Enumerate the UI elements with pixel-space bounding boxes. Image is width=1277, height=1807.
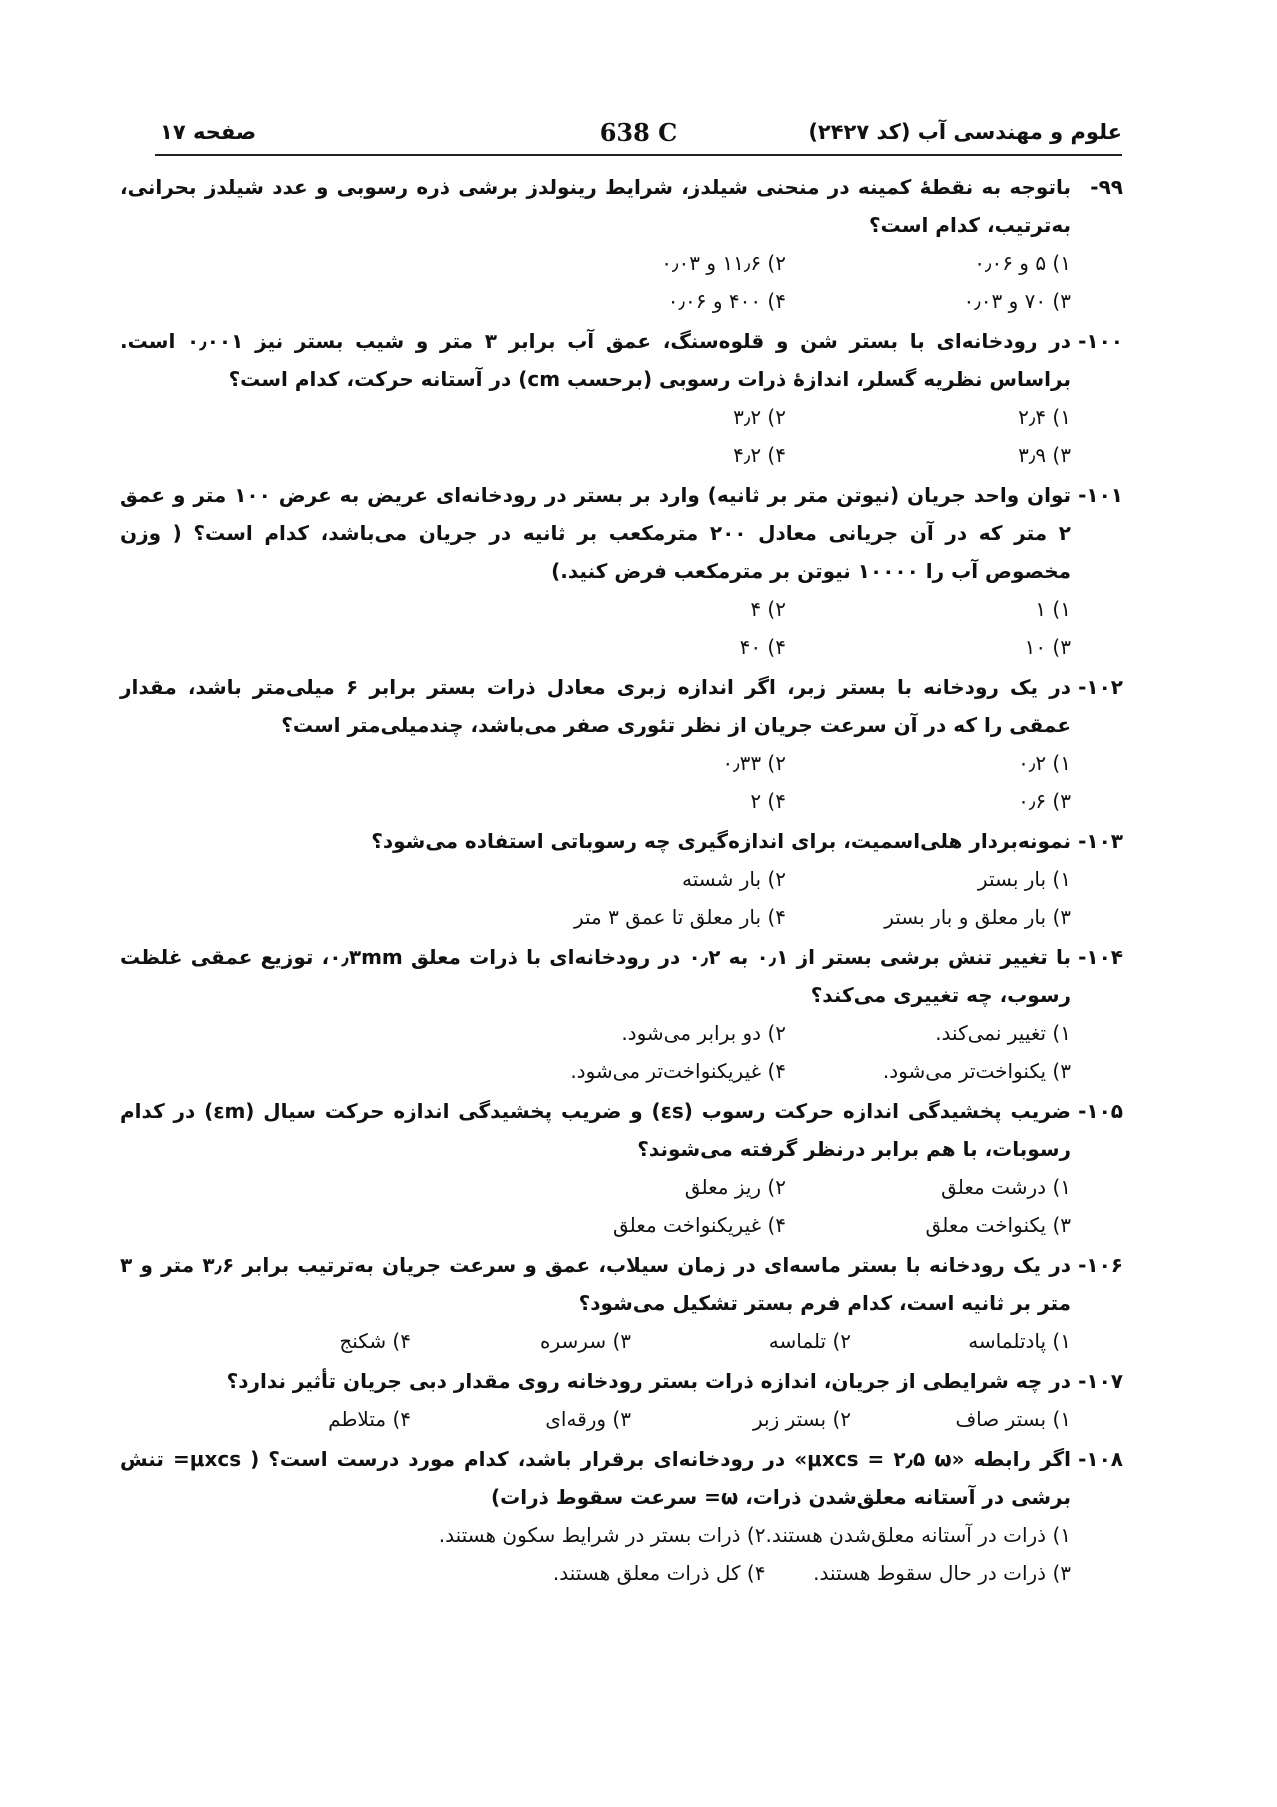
page-number: صفحه ۱۷	[160, 120, 257, 144]
answer-option[interactable]: ۴) ۴٫۲	[733, 443, 786, 467]
question-number: ۹۹-	[1090, 175, 1123, 199]
answer-option[interactable]: ۴) ۲	[750, 789, 786, 813]
question-block	[120, 168, 1123, 320]
question-block	[120, 1246, 1123, 1360]
question-block	[120, 322, 1123, 474]
question-text: در یک رودخانه با بستر ماسه‌ای در زمان سیلاب، عمق و سرعت جریان به‌ترتیب برابر ۳٫۶ متر و ۳ متر بر ثانیه است، کدام فرم بستر تشکیل می‌شود؟	[120, 1253, 1072, 1315]
question-text: در رودخانه‌ای با بستر شن و قلوه‌سنگ، عمق آب برابر ۳ متر و شیب بستر نیز ۰٫۰۰۱ است. براساس نظریه گسلر، اندازهٔ ذرات رسوبی (برحسب cm) در آستانه حرکت، کدام است؟	[120, 329, 1071, 391]
answer-option[interactable]: ۳) بار معلق و بار بستر	[884, 905, 1071, 929]
answer-option[interactable]: ۴) شکنج	[339, 1329, 411, 1353]
question-number: ۱۰۴-	[1078, 945, 1123, 969]
answer-option[interactable]: ۳) ذرات در حال سقوط هستند.	[813, 1561, 1071, 1585]
answer-option[interactable]: ۲) ذرات بستر در شرایط سکون هستند.	[438, 1523, 766, 1547]
booklet-code: 638 C	[599, 118, 678, 147]
question-number: ۱۰۶-	[1078, 1253, 1123, 1277]
answer-option[interactable]: ۱) تغییر نمی‌کند.	[935, 1021, 1071, 1045]
answer-option[interactable]: ۴) ۴۰۰ و ۰٫۰۶	[667, 289, 786, 313]
answer-option[interactable]: ۳) ۱۰	[1024, 635, 1071, 659]
answer-option[interactable]: ۱) ذرات در آستانه معلق‌شدن هستند.	[765, 1523, 1071, 1547]
answer-option[interactable]: ۴) کل ذرات معلق هستند.	[552, 1561, 766, 1585]
question-number: ۱۰۳-	[1078, 829, 1123, 853]
question-number: ۱۰۸-	[1078, 1447, 1123, 1471]
answer-option[interactable]: ۴) غیریکنواخت معلق	[613, 1213, 786, 1237]
question-block	[120, 476, 1123, 666]
answer-option[interactable]: ۳) ۷۰ و ۰٫۰۳	[963, 289, 1071, 313]
answer-option[interactable]: ۲) بار شسته	[682, 867, 786, 891]
question-text: در چه شرایطی از جریان، اندازه ذرات بستر رودخانه روی مقدار دبی جریان تأثیر ندارد؟	[226, 1369, 1071, 1393]
answer-options	[501, 244, 1071, 320]
answer-option[interactable]: ۴) غیریکنواخت‌تر می‌شود.	[570, 1059, 786, 1083]
answer-option[interactable]: ۲) تلماسه	[768, 1329, 851, 1353]
question-text: در یک رودخانه با بستر زبر، اگر اندازه زبری معادل ذرات بستر برابر ۶ میلی‌متر باشد، مقدار عمقی را که در آن سرعت جریان از نظر تئوری صفر می‌باشد، چندمیلی‌متر است؟	[120, 675, 1071, 737]
answer-option[interactable]: ۴) ۴۰	[739, 635, 786, 659]
answer-option[interactable]: ۴) متلاطم	[328, 1407, 411, 1431]
question-number: ۱۰۱-	[1078, 483, 1123, 507]
question-block	[120, 1092, 1123, 1244]
answer-option[interactable]: ۳) یکنواخت معلق	[925, 1213, 1071, 1237]
question-block	[120, 668, 1123, 820]
answer-option[interactable]: ۱) ۵ و ۰٫۰۶	[974, 251, 1071, 275]
question-block	[120, 938, 1123, 1090]
answer-option[interactable]: ۱) ۲٫۴	[1018, 405, 1071, 429]
answer-option[interactable]: ۱) پادتلماسه	[968, 1329, 1071, 1353]
course-title: علوم و مهندسی آب (کد ۲۴۲۷)	[808, 120, 1122, 144]
answer-options	[191, 1322, 1071, 1360]
question-block	[120, 1362, 1123, 1438]
question-text: ضریب پخشیدگی اندازه حرکت رسوب (εs) و ضریب پخشیدگی اندازه حرکت سیال (εm) در کدام رسوبات، با هم برابر درنظر گرفته می‌شوند؟	[120, 1099, 1071, 1161]
answer-option[interactable]: ۳) سرسره	[540, 1329, 631, 1353]
question-number: ۱۰۲-	[1078, 675, 1123, 699]
answer-option[interactable]: ۳) ورقه‌ای	[545, 1407, 631, 1431]
answer-option[interactable]: ۲) ۳٫۲	[733, 405, 786, 429]
question-text: با تغییر تنش برشی بستر از ۰٫۱ به ۰٫۲ در رودخانه‌ای با ذرات معلق ۰٫۳mm، توزیع عمقی غلظت رسوب، چه تغییری می‌کند؟	[120, 945, 1072, 1007]
question-number: ۱۰۷-	[1078, 1369, 1123, 1393]
question-list	[120, 168, 1123, 1594]
answer-option[interactable]: ۲) ریز معلق	[684, 1175, 786, 1199]
answer-option[interactable]: ۱) ۰٫۲	[1018, 751, 1071, 775]
answer-option[interactable]: ۳) ۰٫۶	[1018, 789, 1071, 813]
question-block	[120, 822, 1123, 936]
answer-options	[501, 398, 1071, 474]
answer-options	[501, 744, 1071, 820]
answer-options	[191, 1400, 1071, 1438]
answer-option[interactable]: ۴) بار معلق تا عمق ۳ متر	[573, 905, 786, 929]
answer-option[interactable]: ۱) درشت معلق	[941, 1175, 1071, 1199]
question-text: اگر رابطه «μxcs = ۲٫۵ ω» در رودخانه‌ای برقرار باشد، کدام مورد درست است؟ ( μxcs= تنش برشی در آستانه معلق‌شدن ذرات، ω= سرعت سقوط ذرات)	[120, 1447, 1071, 1509]
answer-option[interactable]: ۲) بستر زبر	[752, 1407, 851, 1431]
answer-option[interactable]: ۲) دو برابر می‌شود.	[621, 1021, 786, 1045]
question-number: ۱۰۰-	[1078, 329, 1123, 353]
answer-option[interactable]: ۳) ۳٫۹	[1018, 443, 1071, 467]
question-block	[120, 1440, 1123, 1592]
answer-options	[501, 1014, 1071, 1090]
question-number: ۱۰۵-	[1078, 1099, 1123, 1123]
answer-option[interactable]: ۲) ۰٫۳۳	[722, 751, 786, 775]
answer-option[interactable]: ۳) یکنواخت‌تر می‌شود.	[882, 1059, 1071, 1083]
answer-option[interactable]: ۱) ۱	[1035, 597, 1071, 621]
answer-options	[501, 590, 1071, 666]
question-text: توان واحد جریان (نیوتن متر بر ثانیه) وارد بر بستر در رودخانه‌ای عریض به عرض ۱۰۰ متر و عمق ۲ متر که در آن جریانی معادل ۲۰۰ مترمکعب بر ثانیه در جریان می‌باشد، کدام است؟ ( وزن مخصوص آب را ۱۰۰۰۰ نیوتن بر مترمکعب فرض کنید.)	[120, 483, 1071, 583]
question-text: باتوجه به نقطهٔ کمینه در منحنی شیلدز، شرایط رینولدز برشی ذره رسوبی و عدد شیلدز بحرانی، به‌ترتیب، کدام است؟	[120, 175, 1071, 237]
answer-options	[438, 1516, 1071, 1592]
answer-option[interactable]: ۱) بار بستر	[977, 867, 1071, 891]
question-text: نمونه‌بردار هلی‌اسمیت، برای اندازه‌گیری چه رسوباتی استفاده می‌شود؟	[371, 829, 1071, 853]
answer-option[interactable]: ۲) ۴	[750, 597, 786, 621]
answer-option[interactable]: ۲) ۱۱٫۶ و ۰٫۰۳	[661, 251, 786, 275]
answer-option[interactable]: ۱) بستر صاف	[955, 1407, 1071, 1431]
answer-options	[501, 860, 1071, 936]
answer-options	[501, 1168, 1071, 1244]
page-header	[155, 118, 1122, 156]
